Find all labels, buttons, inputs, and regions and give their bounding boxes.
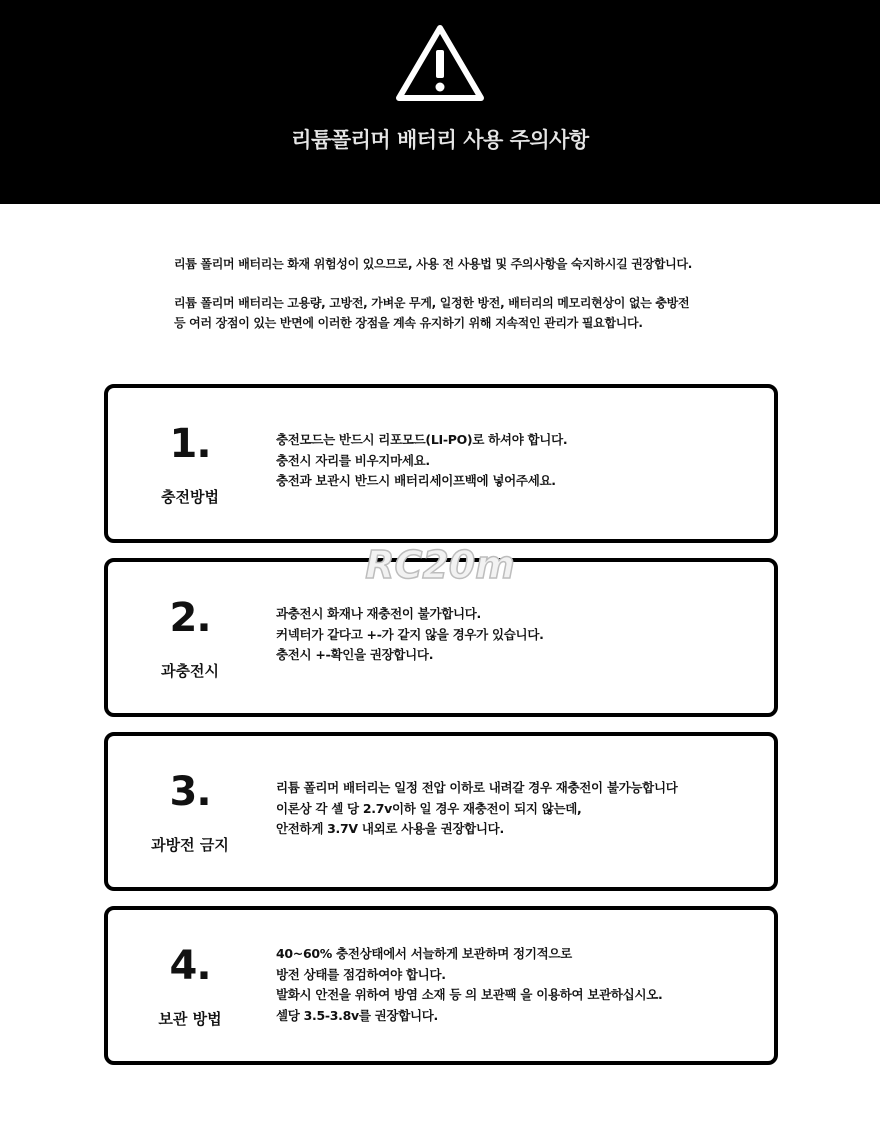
intro-text xyxy=(174,254,794,333)
page-title: 리튬폴리머 배터리 사용 주의사항 xyxy=(291,128,589,152)
card-lines xyxy=(276,604,766,666)
intro-line: 리튬 폴리머 배터리는 화재 위험성이 있으므로, 사용 전 사용법 및 주의사항을 숙지하시길 권장합니다. xyxy=(174,257,693,271)
card-line: 이론상 각 셀 당 2.7v이하 일 경우 재충전이 되지 않는데, xyxy=(276,800,582,816)
card-line: 발화시 안전을 위하여 방염 소재 등 의 보관팩 을 이용하여 보관하십시오. xyxy=(276,987,663,1002)
card-number: 3. xyxy=(169,769,211,815)
header-banner xyxy=(0,0,880,204)
card-storage-method xyxy=(104,906,778,1065)
intro-line: 리튬 폴리머 배터리는 고용량, 고방전, 가벼운 무게, 일정한 방전, 배터리의 메모리현상이 없는 충방전 xyxy=(174,296,690,310)
card-number: 1. xyxy=(169,421,211,467)
card-lines xyxy=(276,944,766,1026)
card-line: 과충전시 화재나 재충전이 불가합니다. xyxy=(276,606,482,621)
intro-paragraph-2 xyxy=(174,293,794,333)
intro-paragraph-1 xyxy=(174,254,794,274)
card-line: 안전하게 3.7V 내외로 사용을 권장합니다. xyxy=(276,821,504,836)
card-line: 충전모드는 반드시 리포모드(LI-PO)로 하셔야 합니다. xyxy=(276,432,568,447)
card-lines xyxy=(276,430,766,492)
card-lines xyxy=(276,778,766,840)
card-line: 충전시 +-확인을 권장합니다. xyxy=(276,647,434,662)
card-number: 4. xyxy=(169,943,211,989)
warning-triangle-icon xyxy=(394,22,486,104)
watermark-logo xyxy=(352,545,528,585)
card-line: 충전시 자리를 비우지마세요. xyxy=(276,452,430,468)
card-line: 방전 상태를 점검하여야 합니다. xyxy=(276,966,446,982)
card-line: 커넥터가 같다고 +-가 같지 않을 경우가 있습니다. xyxy=(276,626,544,642)
card-overdischarge xyxy=(104,732,778,891)
card-line: 충전과 보관시 반드시 배터리세이프백에 넣어주세요. xyxy=(276,473,556,488)
card-charging-method xyxy=(104,384,778,543)
card-title: 과충전시 xyxy=(161,662,219,680)
card-number: 2. xyxy=(169,595,211,641)
card-title: 충전방법 xyxy=(161,488,219,506)
card-title: 보관 방법 xyxy=(158,1010,222,1028)
card-title: 과방전 금지 xyxy=(151,836,229,854)
card-line: 셀당 3.5-3.8v를 권장합니다. xyxy=(276,1007,438,1023)
card-line: 40~60% 충전상태에서 서늘하게 보관하며 정기적으로 xyxy=(276,946,572,961)
intro-line: 등 여러 장점이 있는 반면에 이러한 장점을 계속 유지하기 위해 지속적인 관리가 필요합니다. xyxy=(174,316,643,330)
card-line: 리튬 폴리머 배터리는 일정 전압 이하로 내려갈 경우 재충전이 불가능합니다 xyxy=(276,780,678,795)
watermark-text: RC20m xyxy=(365,545,515,585)
